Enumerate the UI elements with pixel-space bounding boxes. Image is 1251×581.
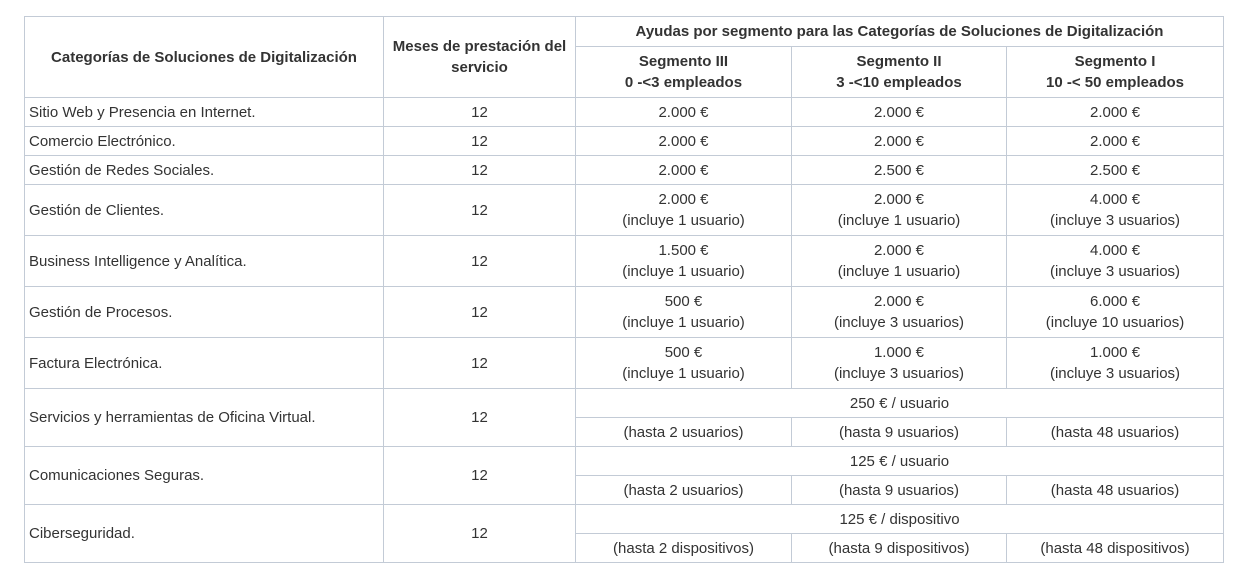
segment-2-cell: (hasta 9 usuarios) (792, 418, 1007, 447)
segment-2-cell: (hasta 9 dispositivos) (792, 534, 1007, 563)
category-cell: Comercio Electrónico. (25, 127, 384, 156)
segment-1-cell (1007, 185, 1224, 236)
price-note: (incluye 1 usuario) (622, 314, 745, 331)
segment-3-cell: (hasta 2 usuarios) (576, 418, 792, 447)
months-cell: 12 (384, 98, 576, 127)
header-months: Meses de prestación del servicio (384, 17, 576, 98)
header-category: Categorías de Soluciones de Digitalización (25, 17, 384, 98)
segment-1-name: Segmento I (1074, 53, 1156, 70)
header-segment-2 (792, 47, 1007, 98)
price-value: 500 € (664, 344, 703, 361)
category-cell: Comunicaciones Seguras. (25, 447, 384, 505)
table-row (25, 447, 1224, 476)
segment-1-cell: (hasta 48 dispositivos) (1007, 534, 1224, 563)
price-value: 2.000 € (873, 242, 925, 259)
segment-1-cell (1007, 287, 1224, 338)
digitalization-aid-table (24, 16, 1224, 563)
months-cell: 12 (384, 505, 576, 563)
table-row (25, 98, 1224, 127)
segment-3-cell: 2.000 € (576, 98, 792, 127)
price-note: (incluye 3 usuarios) (1049, 212, 1181, 229)
price-note: (incluye 1 usuario) (837, 212, 961, 229)
price-value: 4.000 € (1089, 191, 1141, 208)
months-cell: 12 (384, 156, 576, 185)
price-value: 2.000 € (658, 191, 709, 208)
price-note: (incluye 3 usuarios) (833, 314, 965, 331)
segment-2-cell (792, 185, 1007, 236)
header-aid-group: Ayudas por segmento para las Categorías de Soluciones de Digitalización (576, 17, 1224, 47)
segment-2-name: Segmento II (856, 53, 942, 70)
header-segment-1 (1007, 47, 1224, 98)
price-note: (incluye 3 usuarios) (1049, 365, 1181, 382)
table-row (25, 338, 1224, 389)
category-cell: Servicios y herramientas de Oficina Virtual. (25, 389, 384, 447)
shared-price-cell: 250 € / usuario (576, 389, 1224, 418)
segment-1-cell (1007, 338, 1224, 389)
category-cell: Ciberseguridad. (25, 505, 384, 563)
segment-2-cell (792, 287, 1007, 338)
price-note: (incluye 1 usuario) (622, 365, 745, 382)
category-cell: Factura Electrónica. (25, 338, 384, 389)
price-value: 1.000 € (873, 344, 925, 361)
category-cell: Business Intelligence y Analítica. (25, 236, 384, 287)
shared-price-cell: 125 € / usuario (576, 447, 1224, 476)
months-cell: 12 (384, 447, 576, 505)
price-note: (incluye 1 usuario) (837, 263, 961, 280)
price-value: 4.000 € (1089, 242, 1141, 259)
segment-2-cell: 2.500 € (792, 156, 1007, 185)
segment-3-cell: 2.000 € (576, 127, 792, 156)
segment-1-cell (1007, 236, 1224, 287)
months-cell: 12 (384, 287, 576, 338)
table-row (25, 185, 1224, 236)
segment-2-cell: 2.000 € (792, 98, 1007, 127)
shared-price-cell: 125 € / dispositivo (576, 505, 1224, 534)
category-cell: Gestión de Procesos. (25, 287, 384, 338)
segment-3-cell (576, 185, 792, 236)
price-value: 6.000 € (1089, 293, 1141, 310)
months-cell: 12 (384, 127, 576, 156)
segment-2-cell: 2.000 € (792, 127, 1007, 156)
price-value: 1.000 € (1089, 344, 1141, 361)
segment-1-cell: 2.000 € (1007, 98, 1224, 127)
table-row (25, 156, 1224, 185)
category-cell: Gestión de Clientes. (25, 185, 384, 236)
segment-2-cell (792, 338, 1007, 389)
table-row (25, 236, 1224, 287)
price-value: 2.000 € (873, 293, 925, 310)
segment-2-range: 3 -<10 empleados (836, 74, 962, 91)
segment-3-name: Segmento III (638, 53, 729, 70)
segment-1-range: 10 -< 50 empleados (1046, 74, 1184, 91)
segment-3-range: 0 -<3 empleados (624, 74, 743, 91)
segment-2-cell (792, 236, 1007, 287)
price-note: (incluye 3 usuarios) (1049, 263, 1181, 280)
price-value: 1.500 € (658, 242, 709, 259)
months-cell: 12 (384, 338, 576, 389)
segment-1-cell: 2.500 € (1007, 156, 1224, 185)
months-cell: 12 (384, 236, 576, 287)
segment-1-cell: (hasta 48 usuarios) (1007, 476, 1224, 505)
price-note: (incluye 1 usuario) (622, 263, 745, 280)
table-row (25, 127, 1224, 156)
segment-1-cell: 2.000 € (1007, 127, 1224, 156)
price-note: (incluye 10 usuarios) (1045, 314, 1185, 331)
segment-3-cell: 2.000 € (576, 156, 792, 185)
months-cell: 12 (384, 185, 576, 236)
header-segment-3 (576, 47, 792, 98)
segment-3-cell: (hasta 2 dispositivos) (576, 534, 792, 563)
table-row (25, 287, 1224, 338)
table-row (25, 389, 1224, 418)
segment-3-cell (576, 287, 792, 338)
category-cell: Gestión de Redes Sociales. (25, 156, 384, 185)
segment-2-cell: (hasta 9 usuarios) (792, 476, 1007, 505)
price-value: 500 € (664, 293, 703, 310)
price-note: (incluye 3 usuarios) (833, 365, 965, 382)
category-cell: Sitio Web y Presencia en Internet. (25, 98, 384, 127)
segment-3-cell (576, 338, 792, 389)
segment-3-cell: (hasta 2 usuarios) (576, 476, 792, 505)
segment-3-cell (576, 236, 792, 287)
price-value: 2.000 € (873, 191, 925, 208)
price-note: (incluye 1 usuario) (622, 212, 745, 229)
months-cell: 12 (384, 389, 576, 447)
segment-1-cell: (hasta 48 usuarios) (1007, 418, 1224, 447)
table-row (25, 505, 1224, 534)
